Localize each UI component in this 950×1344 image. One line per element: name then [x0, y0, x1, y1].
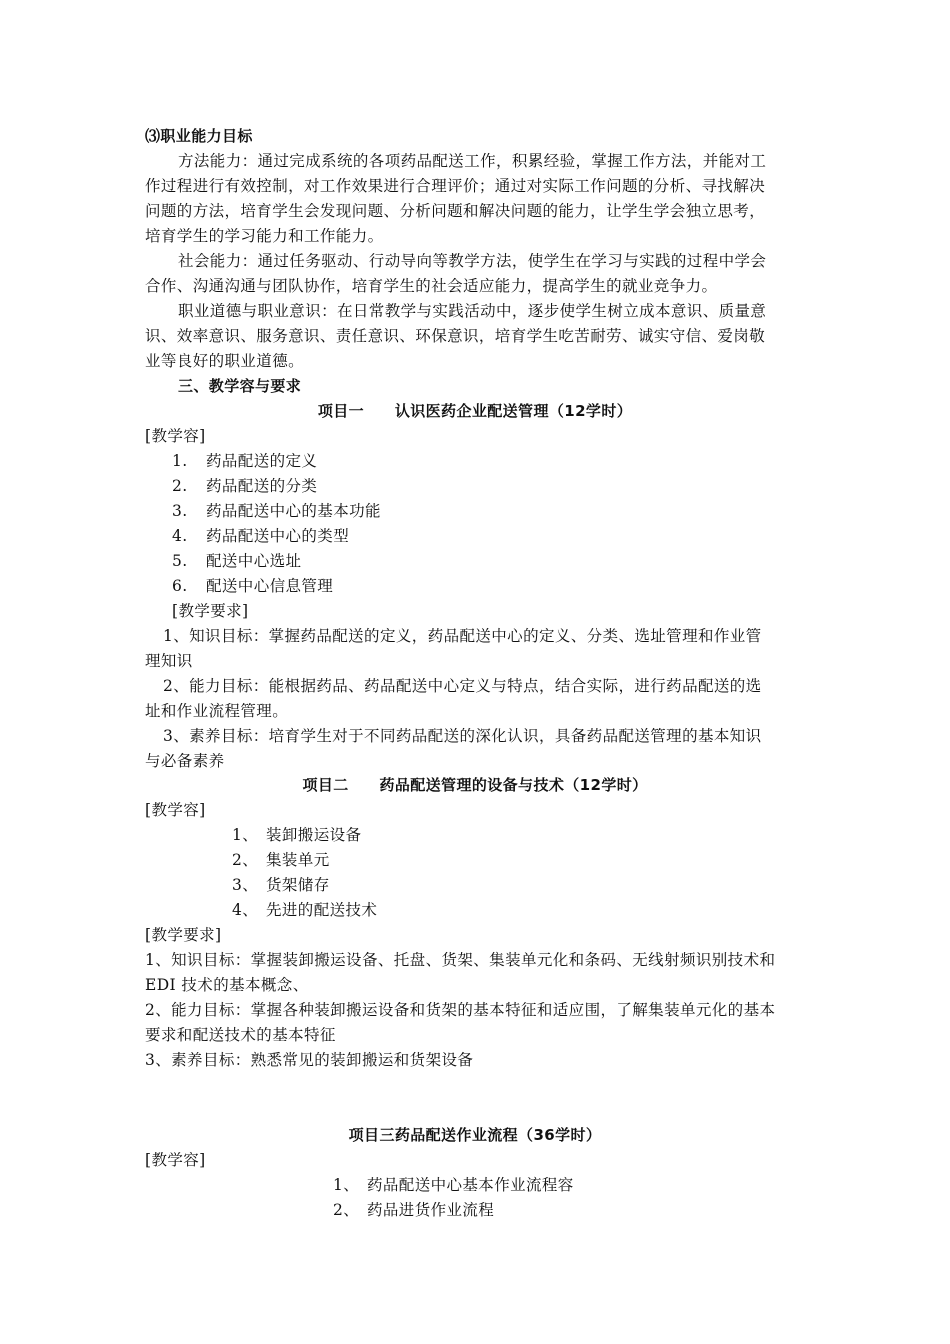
- requirement-line: 2、能力目标：掌握各种装卸搬运设备和货架的基本特征和适应围，了解集装单元化的基本: [145, 1001, 776, 1019]
- content-label: [教学容]: [145, 1151, 206, 1169]
- list-item: 1. 药品配送的定义: [172, 452, 318, 470]
- list-item: 6. 配送中心信息管理: [172, 577, 334, 595]
- list-item: 4. 药品配送中心的类型: [172, 527, 350, 545]
- paragraph-line: 合作、沟通沟通与团队协作，培育学生的社会适应能力，提高学生的就业竞争力。: [145, 277, 718, 295]
- requirements-label: [教学要求]: [145, 926, 222, 944]
- paragraph-line: 方法能力：通过完成系统的各项药品配送工作，积累经验，掌握工作方法，并能对工: [178, 152, 767, 170]
- paragraph-line: 职业道德与职业意识：在日常教学与实践活动中，逐步使学生树立成本意识、质量意: [178, 302, 767, 320]
- requirements-label: [教学要求]: [172, 602, 249, 620]
- list-item: 2、 药品进货作业流程: [333, 1201, 495, 1219]
- paragraph-line: 识、效率意识、服务意识、责任意识、环保意识，培育学生吃苦耐劳、诚实守信、爱岗敬: [145, 327, 766, 345]
- list-item: 3、 货架储存: [232, 876, 330, 894]
- requirement-line: 理知识: [145, 652, 193, 670]
- requirement-line: 与必备素养: [145, 752, 225, 770]
- project-3-title: 项目三药品配送作业流程（36学时）: [348, 1126, 602, 1144]
- requirement-line: 1、知识目标：掌握装卸搬运设备、托盘、货架、集装单元化和条码、无线射频识别技术和: [145, 951, 776, 969]
- list-item: 1、 装卸搬运设备: [232, 826, 362, 844]
- project-2-title: 项目二 药品配送管理的设备与技术（12学时）: [302, 776, 648, 794]
- paragraph-line: 培育学生的学习能力和工作能力。: [145, 227, 384, 245]
- list-item: 1、 药品配送中心基本作业流程容: [333, 1176, 574, 1194]
- section-heading-career-ability: ⑶职业能力目标: [145, 127, 253, 145]
- requirement-line: 2、能力目标：能根据药品、药品配送中心定义与特点，结合实际，进行药品配送的选: [163, 677, 762, 695]
- paragraph-line: 问题的方法，培育学生会发现问题、分析问题和解决问题的能力，让学生学会独立思考，: [145, 202, 766, 220]
- list-item: 2、 集装单元: [232, 851, 330, 869]
- content-label: [教学容]: [145, 801, 206, 819]
- project-1-title: 项目一 认识医药企业配送管理（12学时）: [317, 402, 633, 420]
- requirement-line: EDI 技术的基本概念、: [145, 976, 309, 994]
- list-item: 3. 药品配送中心的基本功能: [172, 502, 381, 520]
- list-item: 2. 药品配送的分类: [172, 477, 318, 495]
- paragraph-line: 作过程进行有效控制，对工作效果进行合理评价；通过对实际工作问题的分析、寻找解决: [145, 177, 766, 195]
- requirement-line: 要求和配送技术的基本特征: [145, 1026, 336, 1044]
- requirement-line: 1、知识目标：掌握药品配送的定义，药品配送中心的定义、分类、选址管理和作业管: [163, 627, 762, 645]
- requirement-line: 址和作业流程管理。: [145, 702, 289, 720]
- requirement-line: 3、素养目标：培育学生对于不同药品配送的深化认识，具备药品配送管理的基本知识: [163, 727, 762, 745]
- list-item: 5. 配送中心选址: [172, 552, 302, 570]
- list-item: 4、 先进的配送技术: [232, 901, 378, 919]
- requirement-line: 3、素养目标：熟悉常见的装卸搬运和货架设备: [145, 1051, 474, 1069]
- paragraph-line: 社会能力：通过任务驱动、行动导向等教学方法，使学生在学习与实践的过程中学会: [178, 252, 767, 270]
- paragraph-line: 业等良好的职业道德。: [145, 352, 305, 370]
- section-heading-content-requirements: 三、教学容与要求: [178, 377, 302, 395]
- content-label: [教学容]: [145, 427, 206, 445]
